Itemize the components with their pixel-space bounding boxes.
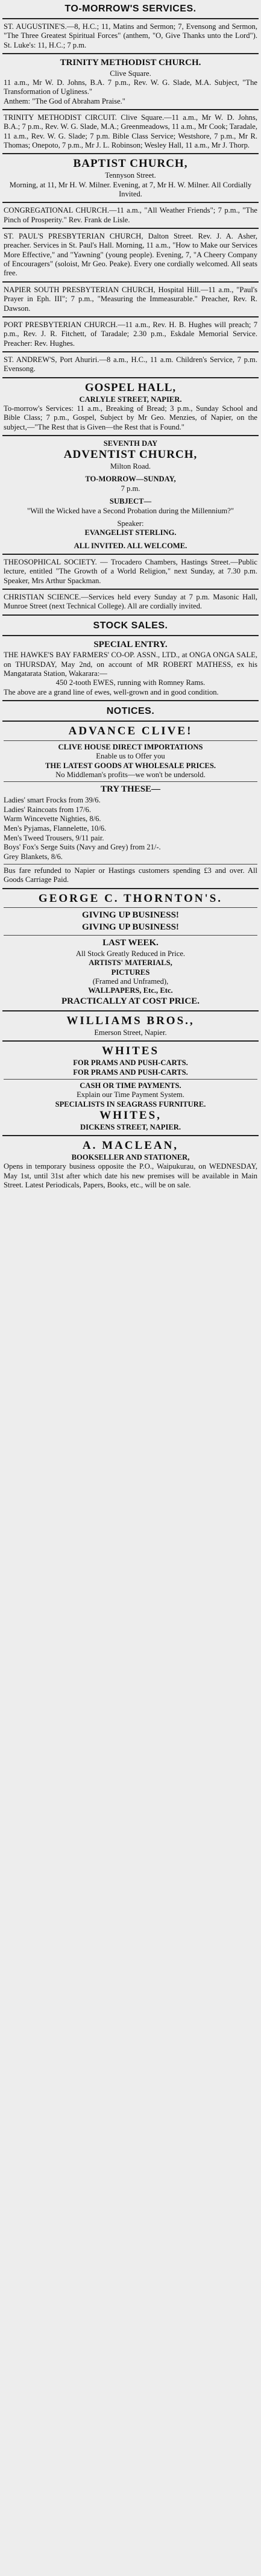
whites-explain: Explain our Time Payment System. (77, 1090, 184, 1099)
whites-specialists: SPECIALISTS IN SEAGRASS FURNITURE. (55, 1099, 206, 1108)
thornton-stock: All Stock Greatly Reduced in Price. (75, 949, 186, 958)
divider (2, 281, 259, 283)
divider (2, 228, 259, 229)
thornton-wallpapers: WALLPAPERS, Etc., Etc. (88, 986, 173, 995)
divider (2, 888, 259, 889)
advert-thornton (2, 890, 259, 1010)
notice-trinity-circuit: TRINITY METHODIST CIRCUIT. Clive Square.—11 a.m., Mr W. D. Johns, B.A.; 7 p.m., Rev. W. G. Slade, M.A.; Greenmeadows, 11 a.m., Mr Cook; Taradale, 11 a.m., Rev. W. G. Slade; 7 p.m. Bible Class Service; Westshore, 7 p.m., Mr R. Thomas; Onepoto, 7 p.m., Mr J. L. Robinson; Wesley Hall, 11 a.m., Mr J. Thorp. (4, 113, 257, 150)
sda-subject: SUBJECT— (109, 497, 152, 506)
divider (2, 700, 259, 701)
sda-date: TO-MORROW—SUNDAY, (85, 475, 176, 484)
advance-sub: CLIVE HOUSE DIRECT IMPORTATIONS (58, 742, 203, 751)
notice-christian-science: CHRISTIAN SCIENCE.—Services held every Sunday at 7 p.m. Masonic Hall, Munroe Street (next Technical College). All are cordially invited. (4, 593, 257, 611)
divider (2, 53, 259, 54)
divider (2, 316, 259, 317)
maclean-title: BOOKSELLER AND STATIONER, (71, 1152, 190, 1161)
section-heading-notices: NOTICES. (106, 706, 155, 717)
stock-note: The above are a grand line of ewes, well-grown and in good condition. (4, 687, 219, 696)
whites-name: WHITES, (99, 1109, 162, 1122)
list-item: Warm Wincevette Nighties, 8/6. (4, 814, 101, 824)
notice-napier-south: NAPIER SOUTH PRESBYTERIAN CHURCH, Hospital Hill.—11 a.m., "Paul's Prayer in Eph. III"; 7 p.m., "Measuring the Immeasurable." Preacher, Rev. R. Dawson. (4, 285, 257, 313)
thornton-framed: (Framed and Unframed), (92, 977, 169, 986)
sda-line1: SEVENTH DAY (103, 439, 158, 448)
sda-speaker-name: EVANGELIST STERLING. (84, 528, 177, 537)
stock-lot: 450 2-tooth EWES, running with Romney Rams. (55, 678, 206, 687)
sda-question: "Will the Wicked have a Second Probation during the Millennium?" (27, 506, 234, 515)
advert-maclean (2, 1137, 259, 1192)
advert-whites (2, 1043, 259, 1134)
sda-invite: ALL INVITED. ALL WELCOME. (74, 541, 187, 550)
notice-port-presbyterian: PORT PRESBYTERIAN CHURCH.—11 a.m., Rev. H. B. Hughes will preach; 7 p.m., Rev. J. R. Fitchett, of Taradale; 2.30 p.m., Eskdale Memorial Service. Preacher: Rev. Hughes. (4, 320, 257, 348)
section-heading-stock: STOCK SALES. (93, 620, 168, 631)
gospel-location: CARLYLE STREET, NAPIER. (79, 395, 182, 404)
divider (2, 351, 259, 352)
advance-enable: Enable us to Offer you (96, 752, 165, 761)
divider (2, 109, 259, 110)
list-item: Men's Pyjamas, Flannelette, 10/6. (4, 824, 107, 833)
whites-cash: CASH OR TIME PAYMENTS. (80, 1081, 181, 1090)
gospel-title: GOSPEL HALL, (84, 381, 177, 394)
advance-head: ADVANCE CLIVE! (68, 725, 193, 738)
notice-theosophical: THEOSOPHICAL SOCIETY. — Trocadero Chambers, Hastings Street.—Public lecture, entitled "The Growth of a World Religion," next Sunday, at 7.30 p.m. Speaker, Mrs Arthur Spackman. (4, 557, 257, 585)
advance-items-list (4, 796, 257, 862)
thornton-artists: ARTISTS' MATERIALS, (89, 958, 172, 968)
advance-bus: Bus fare refunded to Napier or Hastings customers spending £3 and over. All Goods Carriage Paid. (4, 866, 257, 884)
divider (2, 614, 259, 616)
notice-stock-sale (2, 637, 259, 699)
notice-congregational: CONGREGATIONAL CHURCH.—11 a.m., "All Weather Friends"; 7 p.m., "The Pinch of Prosperity." Rev. Frank de Lisle. (4, 206, 257, 224)
thornton-giving2: GIVING UP BUSINESS! (82, 922, 179, 932)
advert-advance-clive (2, 723, 259, 887)
williams-addr: Emerson Street, Napier. (94, 1028, 167, 1037)
trinity-body: 11 a.m., Mr W. D. Johns, B.A. 7 p.m., Rev. W. G. Slade, M.A. Subject, "The Transformation of Ugliness." (4, 78, 257, 96)
whites-addr: DICKENS STREET, NAPIER. (80, 1122, 181, 1131)
maclean-body: Opens in temporary business opposite the P.O., Waipukurau, on WEDNESDAY, May 1st, until 31st after which date his new premises will be available in Main Street. Latest Periodicals, Papers, Books, etc., will be on sale. (4, 1162, 257, 1190)
stock-special: SPECIAL ENTRY. (93, 639, 168, 649)
list-item: Ladies' Raincoats from 17/6. (4, 805, 91, 814)
divider (2, 1010, 259, 1011)
notice-trinity-church (2, 55, 259, 108)
list-item: Ladies' smart Frocks from 39/6. (4, 795, 101, 804)
baptist-location: Tennyson Street. (105, 171, 156, 180)
notice-st-augustines: ST. AUGUSTINE'S.—8, H.C.; 11, Matins and Sermon; 7, Evensong and Sermon, "The Three Greatest Spiritual Forces" (anthem, "O, Give Thanks unto the Lord"). St. Luke's: 11, H.C.; 7 p.m. (4, 22, 257, 49)
notice-st-andrews: ST. ANDREW'S, Port Ahuriri.—8 a.m., H.C., 11 a.m. Children's Service, 7 p.m. Evensong. (4, 355, 257, 374)
advance-try: TRY THESE— (100, 784, 161, 795)
gospel-body: To-morrow's Services: 11 a.m., Breaking of Bread; 3 p.m., Sunday School and Bible Class; 7 p.m., Gospel, Subject by Mr Geo. Menzies, of Napier, on the subject,—"The Rest that is Given—the Rest that is Found." (4, 404, 257, 431)
whites-for1: FOR PRAMS AND PUSH-CARTS. (73, 1058, 188, 1068)
notice-st-pauls: ST. PAUL'S PRESBYTERIAN CHURCH, Dalton Street. Rev. J. A. Asher, preacher. Services in St. Paul's Hall. Morning, 11 a.m., "How to Make our Services More Effective," and "Yawning" (young people). Evening, 7, "A Cheery Company of Encouragers" (soloist, Mr Geo. Peake). Every one cordially welcomed. All seats free. (4, 232, 257, 278)
baptist-body: Morning, at 11, Mr H. W. Milner. Evening, at 7, Mr H. W. Milner. All Cordially Invited. (9, 180, 252, 198)
sda-time: 7 p.m. (121, 484, 140, 493)
trinity-anthem: Anthem: "The God of Abraham Praise." (4, 96, 125, 105)
sda-location: Milton Road. (110, 462, 151, 471)
list-item: Grey Blankets, 8/6. (4, 852, 63, 861)
list-item: Boys' Fox's Serge Suits (Navy and Grey) from 21/-. (4, 843, 161, 852)
list-item: Men's Tweed Trousers, 9/11 pair. (4, 833, 104, 842)
sda-line2: ADVENTIST CHURCH, (63, 448, 198, 461)
divider (2, 377, 259, 378)
whites-head: WHITES (101, 1045, 160, 1058)
divider (2, 153, 259, 154)
advert-williams (2, 1013, 259, 1039)
stock-body: THE HAWKE'S BAY FARMERS' CO-OP. ASSN., LTD., at ONGA ONGA SALE, on THURSDAY, May 2nd, on account of MR ROBERT MATHESS, ex his Mangatarata Station, Wakarara:— (4, 651, 257, 678)
divider (2, 18, 259, 19)
thornton-giving1: GIVING UP BUSINESS! (82, 910, 179, 921)
maclean-name: A. MACLEAN, (82, 1139, 179, 1152)
divider (2, 202, 259, 203)
notice-baptist-church (2, 155, 259, 201)
divider (2, 721, 259, 722)
trinity-title: TRINITY METHODIST CHURCH. (60, 58, 201, 68)
notice-adventist (2, 437, 259, 552)
divider (2, 1135, 259, 1136)
divider (2, 1040, 259, 1042)
advance-profits: No Middleman's profits—we won't be undersold. (55, 770, 206, 779)
divider (2, 435, 259, 436)
thornton-last: LAST WEEK. (102, 938, 159, 948)
thornton-name: GEORGE C. THORNTON'S. (38, 892, 223, 905)
baptist-title: BAPTIST CHURCH, (73, 157, 188, 170)
thornton-pictures: PICTURES (111, 968, 150, 977)
trinity-location: Clive Square. (110, 69, 151, 78)
thornton-practically: PRACTICALLY AT COST PRICE. (61, 996, 200, 1006)
divider (2, 554, 259, 555)
divider (2, 635, 259, 636)
divider (2, 589, 259, 590)
advance-goods: THE LATEST GOODS AT WHOLESALE PRICES. (45, 761, 216, 770)
section-heading-services: TO-MORROW'S SERVICES. (64, 4, 197, 14)
williams-name: WILLIAMS BROS., (66, 1014, 195, 1028)
sda-speaker-label: Speaker: (117, 519, 144, 528)
notice-gospel-hall (2, 380, 259, 434)
whites-for2: FOR PRAMS AND PUSH-CARTS. (73, 1068, 188, 1077)
